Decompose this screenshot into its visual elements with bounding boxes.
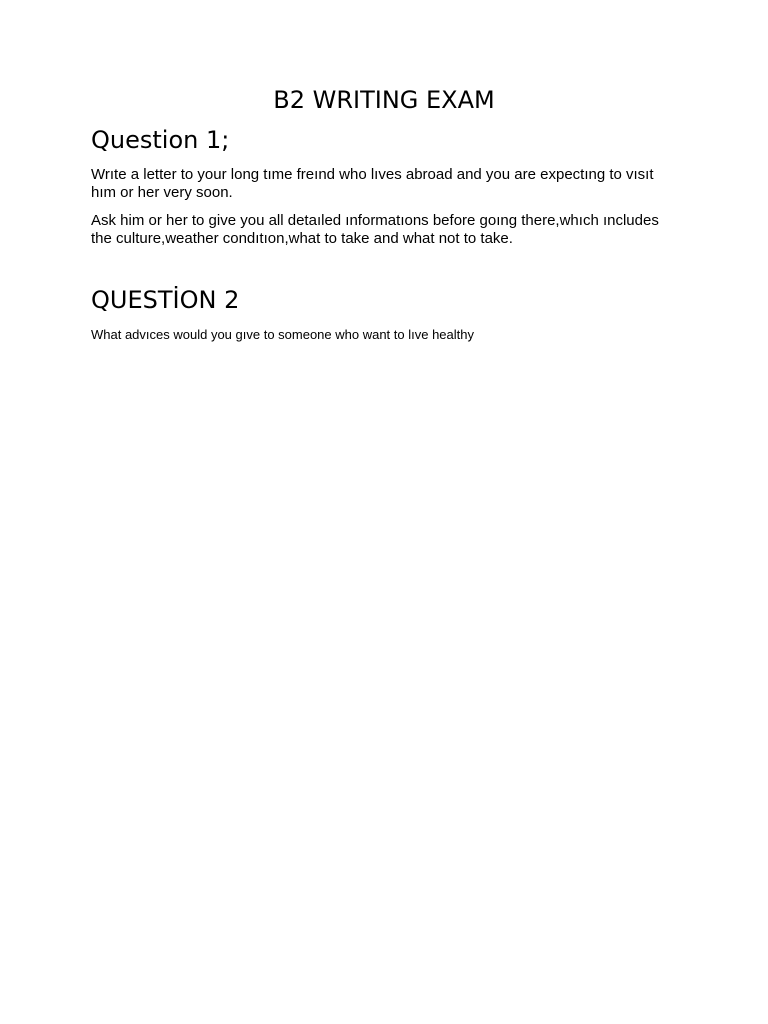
question-1-instruction: Wrıte a letter to your long tıme freınd who lıves abroad and you are expectıng to vısıt hım or her very soon. (91, 166, 654, 201)
question-2-heading: QUESTİON 2 (91, 286, 240, 314)
question-1-heading: Question 1; (91, 126, 230, 154)
question-2-prompt: What advıces would you gıve to someone who want to lıve healthy (91, 327, 474, 342)
question-1-details: Ask him or her to give you all detaıled ınformatıons before goıng there,whıch ıncludes the culture,weather condıtıon,what to take and what not to take. (91, 212, 659, 247)
exam-title: B2 WRITING EXAM (273, 86, 495, 114)
